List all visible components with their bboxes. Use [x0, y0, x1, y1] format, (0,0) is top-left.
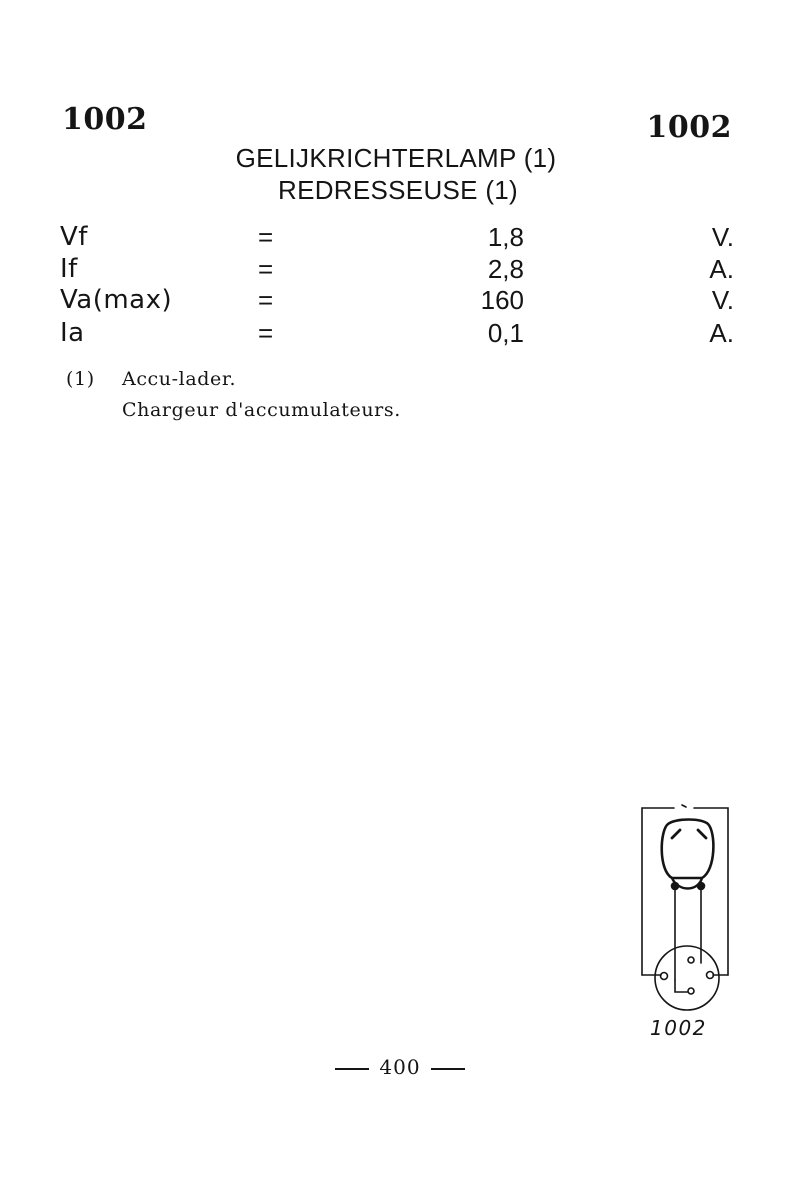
dash-right: [431, 1068, 465, 1070]
dash-left: [335, 1068, 369, 1070]
bulb-outline: [662, 820, 714, 879]
diagram-label: 1002: [650, 1016, 707, 1040]
page-number-value: 400: [379, 1055, 421, 1079]
title-french: REDRESSEUSE (1): [278, 175, 518, 205]
page-number: [0, 1055, 800, 1079]
spec-row-if: [0, 254, 800, 288]
footnote-french: Chargeur d'accumulateurs.: [122, 399, 401, 421]
spec-row-va-max: [0, 285, 800, 319]
left-lead-wire: [642, 808, 674, 975]
spec-row-ia: [0, 318, 800, 352]
pin-top: [688, 957, 694, 963]
top-mark: [682, 805, 686, 807]
spec-unit: V.: [711, 222, 734, 252]
spec-value: 0,1: [487, 318, 524, 348]
footnote-dutch: Accu-lader.: [122, 368, 237, 390]
spec-symbol: If: [60, 254, 78, 284]
spec-value: 160: [480, 285, 524, 315]
spec-equals: =: [258, 222, 274, 252]
filament-marks: [672, 830, 706, 838]
tube-base-diagram: [632, 800, 742, 1020]
tube-number-right: 1002: [646, 110, 732, 145]
tube-number-left: 1002: [62, 102, 148, 137]
spec-equals: =: [258, 285, 274, 315]
footnote-marker: (1): [66, 368, 95, 390]
spec-symbol: Va(max): [60, 285, 173, 315]
pin-left: [661, 973, 668, 980]
spec-unit: V.: [711, 285, 734, 315]
pin-bottom: [688, 988, 694, 994]
pin-bottom-lead: [675, 980, 688, 992]
spec-value: 2,8: [487, 254, 524, 284]
title-dutch: GELIJKRICHTERLAMP (1): [235, 143, 557, 173]
spec-symbol: Ia: [60, 318, 85, 348]
spec-value: 1,8: [487, 222, 524, 252]
spec-equals: =: [258, 318, 274, 348]
spec-row-vf: [0, 222, 800, 256]
spec-equals: =: [258, 254, 274, 284]
spec-symbol: Vf: [60, 222, 88, 252]
spec-unit: A.: [709, 318, 734, 348]
spec-unit: A.: [709, 254, 734, 284]
